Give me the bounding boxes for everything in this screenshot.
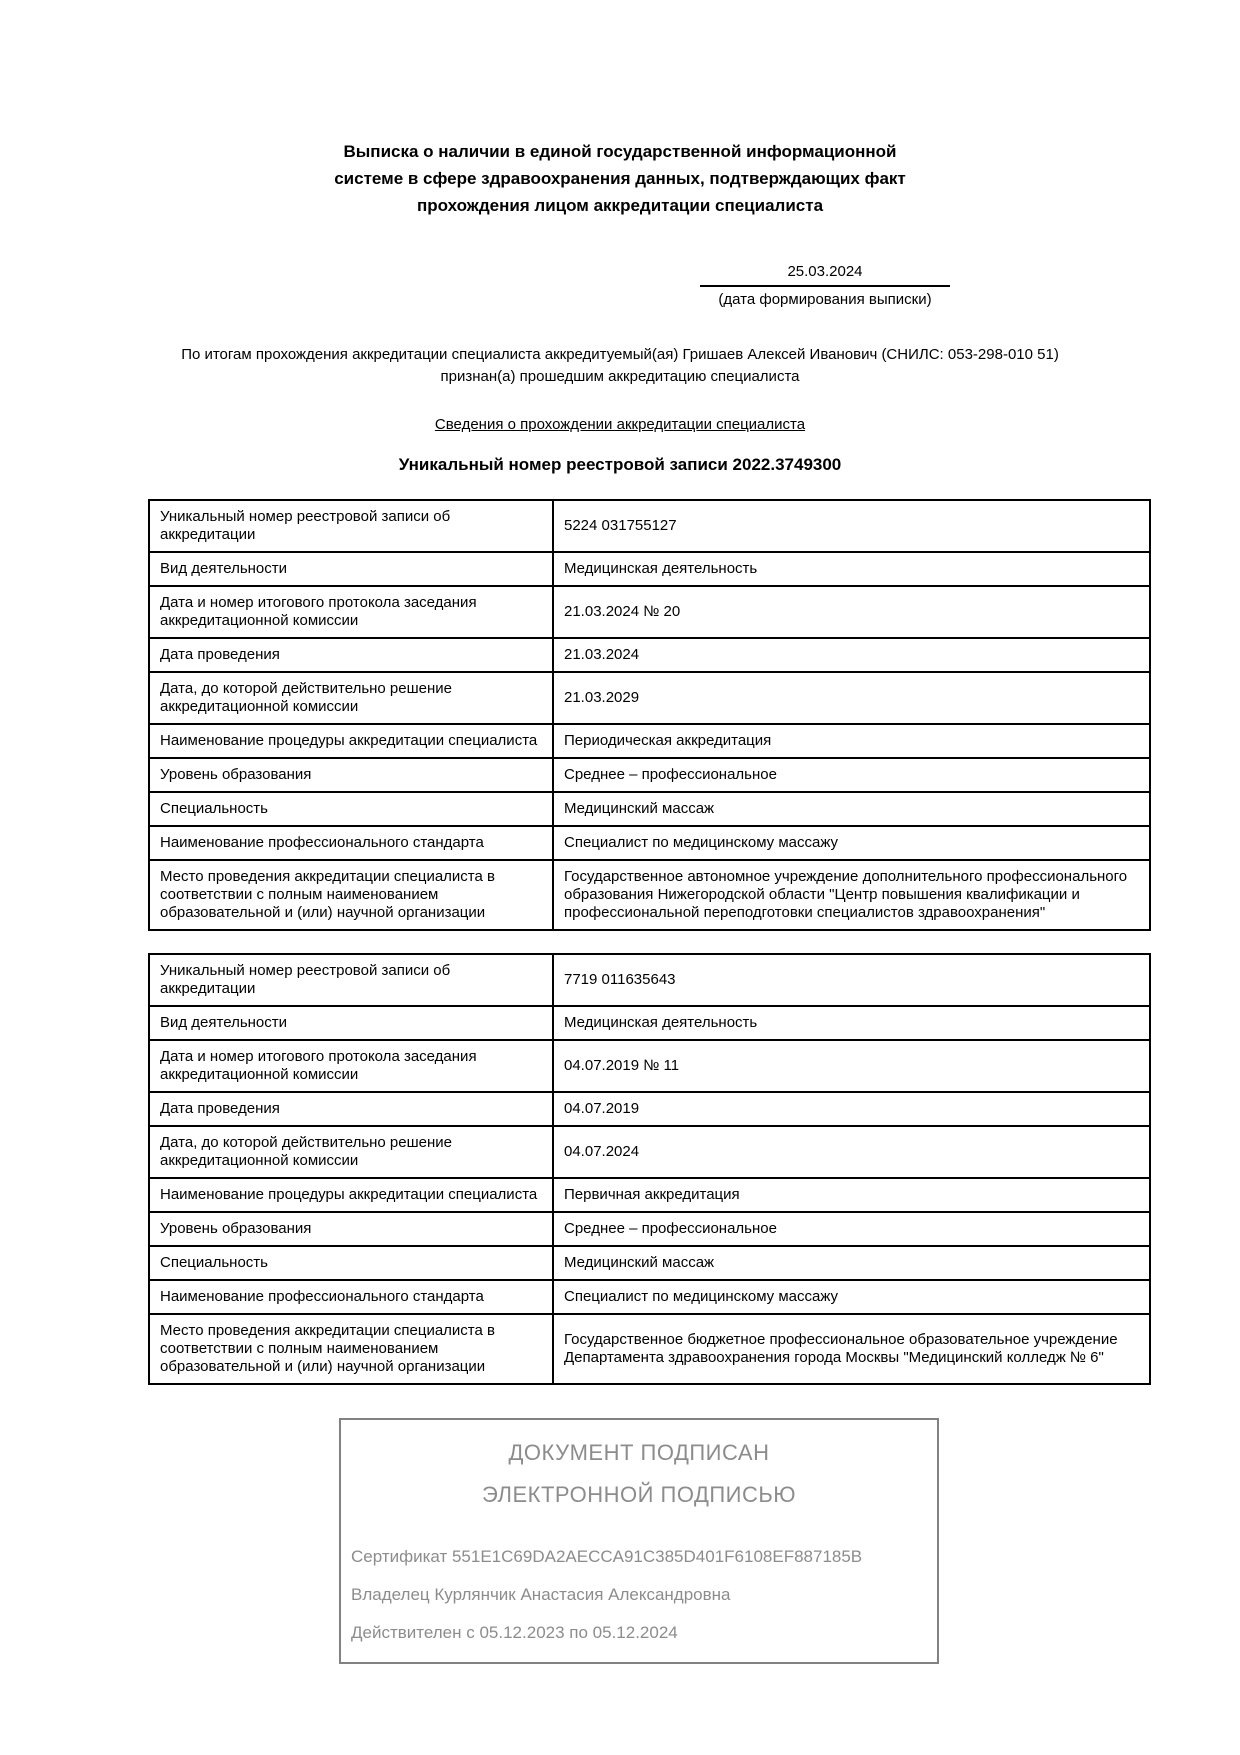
electronic-signature-stamp [339, 1418, 939, 1664]
row-value: Среднее – профессиональное [553, 758, 1150, 792]
row-label: Дата, до которой действительно решение аккредитационной комиссии [149, 672, 553, 724]
table-row [149, 638, 1150, 672]
table-row [149, 1246, 1150, 1280]
table-row [149, 1178, 1150, 1212]
row-value: Медицинский массаж [553, 1246, 1150, 1280]
signature-certificate: Сертификат 551E1C69DA2AECCA91C385D401F6108EF887185B [351, 1547, 863, 1566]
signature-heading-line: ЭЛЕКТРОННОЙ ПОДПИСЬЮ [481, 1482, 797, 1507]
table-row [149, 672, 1150, 724]
row-value: 7719 011635643 [553, 954, 1150, 1006]
document-title-line: системе в сфере здравоохранения данных, подтверждающих факт [334, 169, 906, 188]
record-number-heading: Уникальный номер реестровой записи 2022.3749300 [398, 455, 842, 474]
row-label: Наименование процедуры аккредитации специалиста [149, 724, 553, 758]
row-label: Вид деятельности [149, 1006, 553, 1040]
row-value: 21.03.2024 № 20 [553, 586, 1150, 638]
table-row [149, 724, 1150, 758]
row-value: Медицинская деятельность [553, 552, 1150, 586]
row-value: 04.07.2024 [553, 1126, 1150, 1178]
table-row [149, 1006, 1150, 1040]
row-label: Специальность [149, 792, 553, 826]
row-label: Дата проведения [149, 1092, 553, 1126]
row-value: Государственное автономное учреждение дополнительного профессионального образования Нижегородской области "Центр повышения квалификации и профессиональной переподготовки специалистов здравоохранения" [553, 860, 1150, 930]
row-value: Среднее – профессиональное [553, 1212, 1150, 1246]
row-value: 04.07.2019 [553, 1092, 1150, 1126]
row-label: Уникальный номер реестровой записи об аккредитации [149, 500, 553, 552]
row-label: Уровень образования [149, 1212, 553, 1246]
signature-details [341, 1538, 937, 1652]
table-row [149, 1314, 1150, 1384]
table-row [149, 586, 1150, 638]
row-label: Уникальный номер реестровой записи об аккредитации [149, 954, 553, 1006]
row-label: Дата и номер итогового протокола заседания аккредитационной комиссии [149, 586, 553, 638]
signature-heading [341, 1432, 937, 1516]
intro-line: По итогам прохождения аккредитации специалиста аккредитуемый(ая) Гришаев Алексей Иванович (СНИЛС: 053-298-010 51) [181, 346, 1059, 363]
row-value: 04.07.2019 № 11 [553, 1040, 1150, 1092]
row-label: Дата, до которой действительно решение аккредитационной комиссии [149, 1126, 553, 1178]
row-label: Место проведения аккредитации специалиста в соответствии с полным наименованием образовательной и (или) научной организации [149, 860, 553, 930]
row-value: Специалист по медицинскому массажу [553, 826, 1150, 860]
row-value: 21.03.2024 [553, 638, 1150, 672]
formation-date-caption: (дата формирования выписки) [718, 291, 932, 308]
intro-line: признан(а) прошедшим аккредитацию специалиста [440, 368, 800, 385]
row-label: Уровень образования [149, 758, 553, 792]
table-row [149, 1280, 1150, 1314]
row-value: 21.03.2029 [553, 672, 1150, 724]
document-title-line: Выписка о наличии в единой государственной информационной [343, 142, 897, 161]
table-row [149, 954, 1150, 1006]
table-row [149, 552, 1150, 586]
signature-owner: Владелец Курлянчик Анастасия Александровна [351, 1585, 731, 1604]
intro-paragraph [0, 344, 1240, 388]
table-row [149, 758, 1150, 792]
signature-heading-line: ДОКУМЕНТ ПОДПИСАН [508, 1440, 770, 1465]
row-label: Вид деятельности [149, 552, 553, 586]
row-value: Государственное бюджетное профессиональное образовательное учреждение Департамента здравоохранения города Москвы "Медицинский колледж № 6" [553, 1314, 1150, 1384]
table-row [149, 792, 1150, 826]
table-row [149, 860, 1150, 930]
row-label: Дата проведения [149, 638, 553, 672]
accreditation-table-2 [148, 953, 1151, 1385]
row-value: Специалист по медицинскому массажу [553, 1280, 1150, 1314]
table-row [149, 1212, 1150, 1246]
row-label: Наименование процедуры аккредитации специалиста [149, 1178, 553, 1212]
table-row [149, 1092, 1150, 1126]
accreditation-table-1 [148, 499, 1151, 931]
row-label: Специальность [149, 1246, 553, 1280]
formation-date: 25.03.2024 [700, 263, 950, 287]
row-value: Медицинский массаж [553, 792, 1150, 826]
formation-date-block [700, 263, 950, 308]
document-title-line: прохождения лицом аккредитации специалиста [416, 196, 824, 215]
row-label: Дата и номер итогового протокола заседания аккредитационной комиссии [149, 1040, 553, 1092]
row-label: Наименование профессионального стандарта [149, 1280, 553, 1314]
table-row [149, 826, 1150, 860]
document-title [0, 138, 1240, 219]
section-subtitle: Сведения о прохождении аккредитации специалиста [434, 416, 806, 433]
table-row [149, 500, 1150, 552]
row-value: 5224 031755127 [553, 500, 1150, 552]
table-row [149, 1126, 1150, 1178]
row-value: Периодическая аккредитация [553, 724, 1150, 758]
row-value: Медицинская деятельность [553, 1006, 1150, 1040]
table-row [149, 1040, 1150, 1092]
signature-validity: Действителен с 05.12.2023 по 05.12.2024 [351, 1623, 678, 1642]
row-value: Первичная аккредитация [553, 1178, 1150, 1212]
row-label: Место проведения аккредитации специалиста в соответствии с полным наименованием образовательной и (или) научной организации [149, 1314, 553, 1384]
row-label: Наименование профессионального стандарта [149, 826, 553, 860]
